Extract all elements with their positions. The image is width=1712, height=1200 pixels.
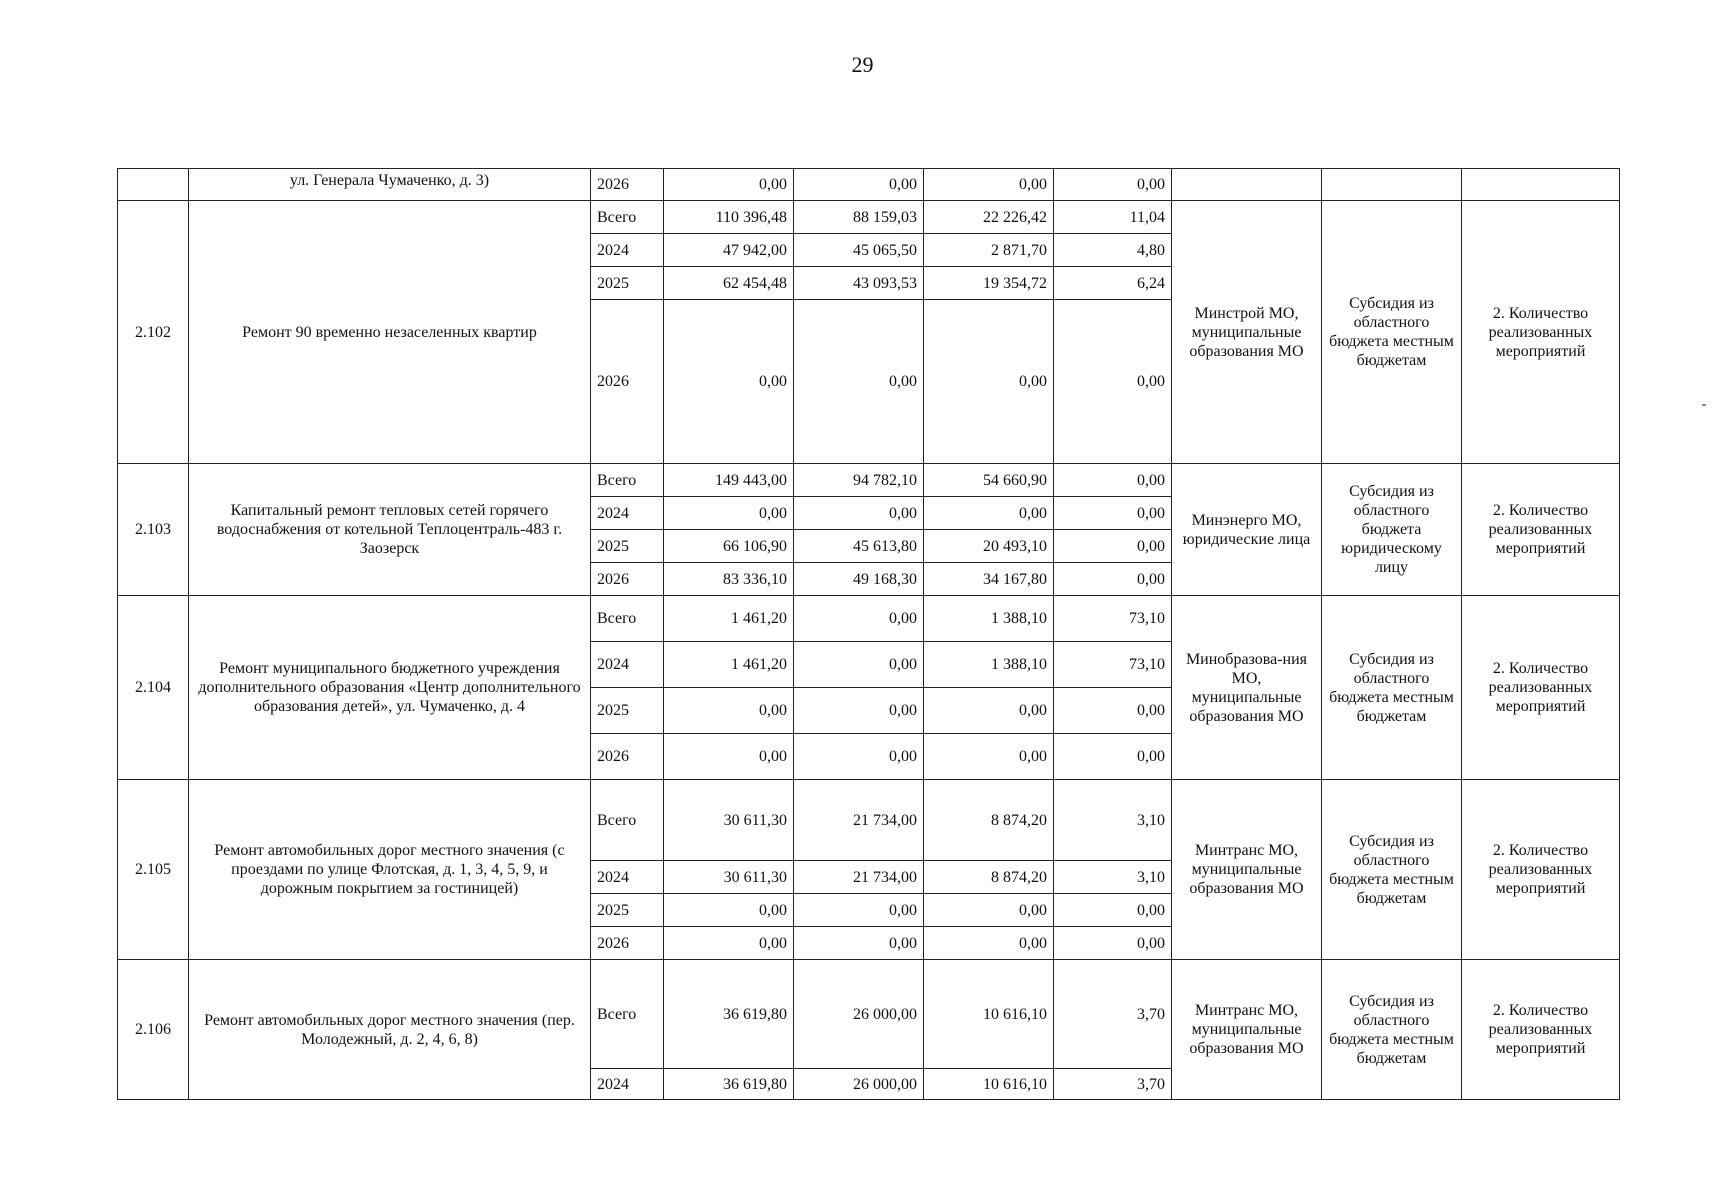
year-cell: 2024 [591,642,664,688]
source-cell: Субсидия из областного бюджета местным бюджетам [1322,960,1462,1100]
total-cell: 110 396,48 [664,201,794,234]
total-cell: 62 454,48 [664,267,794,300]
federal-cell: 0,00 [794,596,924,642]
regional-cell: 19 354,72 [924,267,1054,300]
total-cell: 0,00 [664,169,794,201]
source-cell: Субсидия из областного бюджета местным бюджетам [1322,780,1462,960]
federal-cell: 49 168,30 [794,563,924,596]
federal-cell: 43 093,53 [794,267,924,300]
local-cell: 0,00 [1054,497,1172,530]
result-cell: 2. Количество реализованных мероприятий [1462,960,1620,1100]
federal-cell: 0,00 [794,734,924,780]
regional-cell: 0,00 [924,894,1054,927]
local-cell: 0,00 [1054,563,1172,596]
federal-cell: 21 734,00 [794,861,924,894]
year-cell: 2026 [591,300,664,464]
source-cell: Субсидия из областного бюджета юридическому лицу [1322,464,1462,596]
row-name-cell: Ремонт 90 временно незаселенных квартир [189,201,591,464]
year-cell: Всего [591,464,664,497]
row-id-cell: 2.104 [118,596,189,780]
table-row [118,201,1620,234]
regional-cell: 8 874,20 [924,780,1054,861]
year-cell: Всего [591,780,664,861]
year-cell: 2025 [591,688,664,734]
result-cell: 2. Количество реализованных мероприятий [1462,464,1620,596]
year-cell: 2026 [591,927,664,960]
federal-cell: 0,00 [794,894,924,927]
federal-cell: 45 065,50 [794,234,924,267]
row-id-cell: 2.103 [118,464,189,596]
regional-cell: 2 871,70 [924,234,1054,267]
year-cell: 2026 [591,169,664,201]
row-id-cell: 2.102 [118,201,189,464]
year-cell: 2024 [591,861,664,894]
local-cell: 0,00 [1054,734,1172,780]
executor-cell: Минэнерго МО, юридические лица [1172,464,1322,596]
total-cell: 83 336,10 [664,563,794,596]
executor-cell: Минтранс МО, муниципальные образования МО [1172,780,1322,960]
regional-cell: 54 660,90 [924,464,1054,497]
local-cell: 6,24 [1054,267,1172,300]
federal-cell: 45 613,80 [794,530,924,563]
total-cell: 30 611,30 [664,861,794,894]
executor-cell: Минстрой МО, муниципальные образования МО [1172,201,1322,464]
source-cell: Субсидия из областного бюджета местным бюджетам [1322,596,1462,780]
total-cell: 0,00 [664,688,794,734]
result-cell: 2. Количество реализованных мероприятий [1462,780,1620,960]
total-cell: 36 619,80 [664,1069,794,1100]
year-cell: 2024 [591,497,664,530]
year-cell: 2025 [591,894,664,927]
result-cell [1462,169,1620,201]
federal-cell: 0,00 [794,642,924,688]
local-cell: 3,10 [1054,780,1172,861]
local-cell: 3,10 [1054,861,1172,894]
total-cell: 47 942,00 [664,234,794,267]
year-cell: Всего [591,201,664,234]
total-cell: 30 611,30 [664,780,794,861]
year-cell: 2024 [591,1069,664,1100]
page-edge-mark [1702,404,1706,406]
source-cell: Субсидия из областного бюджета местным бюджетам [1322,201,1462,464]
total-cell: 0,00 [664,894,794,927]
year-cell: Всего [591,960,664,1069]
table-row [118,596,1620,642]
regional-cell: 0,00 [924,927,1054,960]
regional-cell: 10 616,10 [924,1069,1054,1100]
federal-cell: 26 000,00 [794,960,924,1069]
regional-cell: 20 493,10 [924,530,1054,563]
federal-cell: 0,00 [794,497,924,530]
row-name-cell: Ремонт автомобильных дорог местного значения (пер. Молодежный, д. 2, 4, 6, 8) [189,960,591,1100]
federal-cell: 0,00 [794,688,924,734]
local-cell: 0,00 [1054,464,1172,497]
year-cell: 2024 [591,234,664,267]
total-cell: 1 461,20 [664,642,794,688]
page-number: 29 [851,52,874,77]
local-cell: 0,00 [1054,169,1172,201]
regional-cell: 0,00 [924,497,1054,530]
row-id-cell: 2.105 [118,780,189,960]
local-cell: 3,70 [1054,1069,1172,1100]
regional-cell: 22 226,42 [924,201,1054,234]
year-cell: 2026 [591,734,664,780]
executor-cell [1172,169,1322,201]
federal-cell: 21 734,00 [794,780,924,861]
source-cell [1322,169,1462,201]
year-cell: 2026 [591,563,664,596]
row-name-cell: ул. Генерала Чумаченко, д. 3) [189,169,591,201]
year-cell: Всего [591,596,664,642]
regional-cell: 0,00 [924,734,1054,780]
total-cell: 0,00 [664,300,794,464]
local-cell: 73,10 [1054,642,1172,688]
regional-cell: 10 616,10 [924,960,1054,1069]
year-cell: 2025 [591,267,664,300]
row-name-cell: Ремонт автомобильных дорог местного значения (с проездами по улице Флотская, д. 1, 3, 4, 5, 9, и дорожным покрытием за гостиницей) [189,780,591,960]
total-cell: 0,00 [664,497,794,530]
table-row [118,960,1620,1069]
total-cell: 66 106,90 [664,530,794,563]
total-cell: 149 443,00 [664,464,794,497]
year-cell: 2025 [591,530,664,563]
local-cell: 73,10 [1054,596,1172,642]
regional-cell: 8 874,20 [924,861,1054,894]
federal-cell: 0,00 [794,927,924,960]
table-row [118,464,1620,497]
federal-cell: 0,00 [794,300,924,464]
total-cell: 1 461,20 [664,596,794,642]
regional-cell: 34 167,80 [924,563,1054,596]
result-cell: 2. Количество реализованных мероприятий [1462,596,1620,780]
local-cell: 0,00 [1054,530,1172,563]
result-cell: 2. Количество реализованных мероприятий [1462,201,1620,464]
row-id-cell: 2.106 [118,960,189,1100]
total-cell: 36 619,80 [664,960,794,1069]
row-id-cell [118,169,189,201]
regional-cell: 1 388,10 [924,596,1054,642]
regional-cell: 0,00 [924,169,1054,201]
row-name-cell: Ремонт муниципального бюджетного учреждения дополнительного образования «Центр дополнительного образования детей», ул. Чумаченко, д. 4 [189,596,591,780]
table-row [118,780,1620,861]
federal-cell: 26 000,00 [794,1069,924,1100]
executor-cell: Минтранс МО, муниципальные образования МО [1172,960,1322,1100]
local-cell: 0,00 [1054,894,1172,927]
row-name-cell: Капитальный ремонт тепловых сетей горячего водоснабжения от котельной Теплоцентраль-483 г. Заозерск [189,464,591,596]
local-cell: 3,70 [1054,960,1172,1069]
regional-cell: 0,00 [924,300,1054,464]
local-cell: 0,00 [1054,927,1172,960]
regional-cell: 0,00 [924,688,1054,734]
table-row [118,169,1620,201]
budget-table [117,168,1620,1100]
local-cell: 4,80 [1054,234,1172,267]
total-cell: 0,00 [664,734,794,780]
federal-cell: 0,00 [794,169,924,201]
total-cell: 0,00 [664,927,794,960]
local-cell: 0,00 [1054,688,1172,734]
executor-cell: Минобразова-ния МО, муниципальные образования МО [1172,596,1322,780]
federal-cell: 94 782,10 [794,464,924,497]
federal-cell: 88 159,03 [794,201,924,234]
local-cell: 11,04 [1054,201,1172,234]
regional-cell: 1 388,10 [924,642,1054,688]
local-cell: 0,00 [1054,300,1172,464]
